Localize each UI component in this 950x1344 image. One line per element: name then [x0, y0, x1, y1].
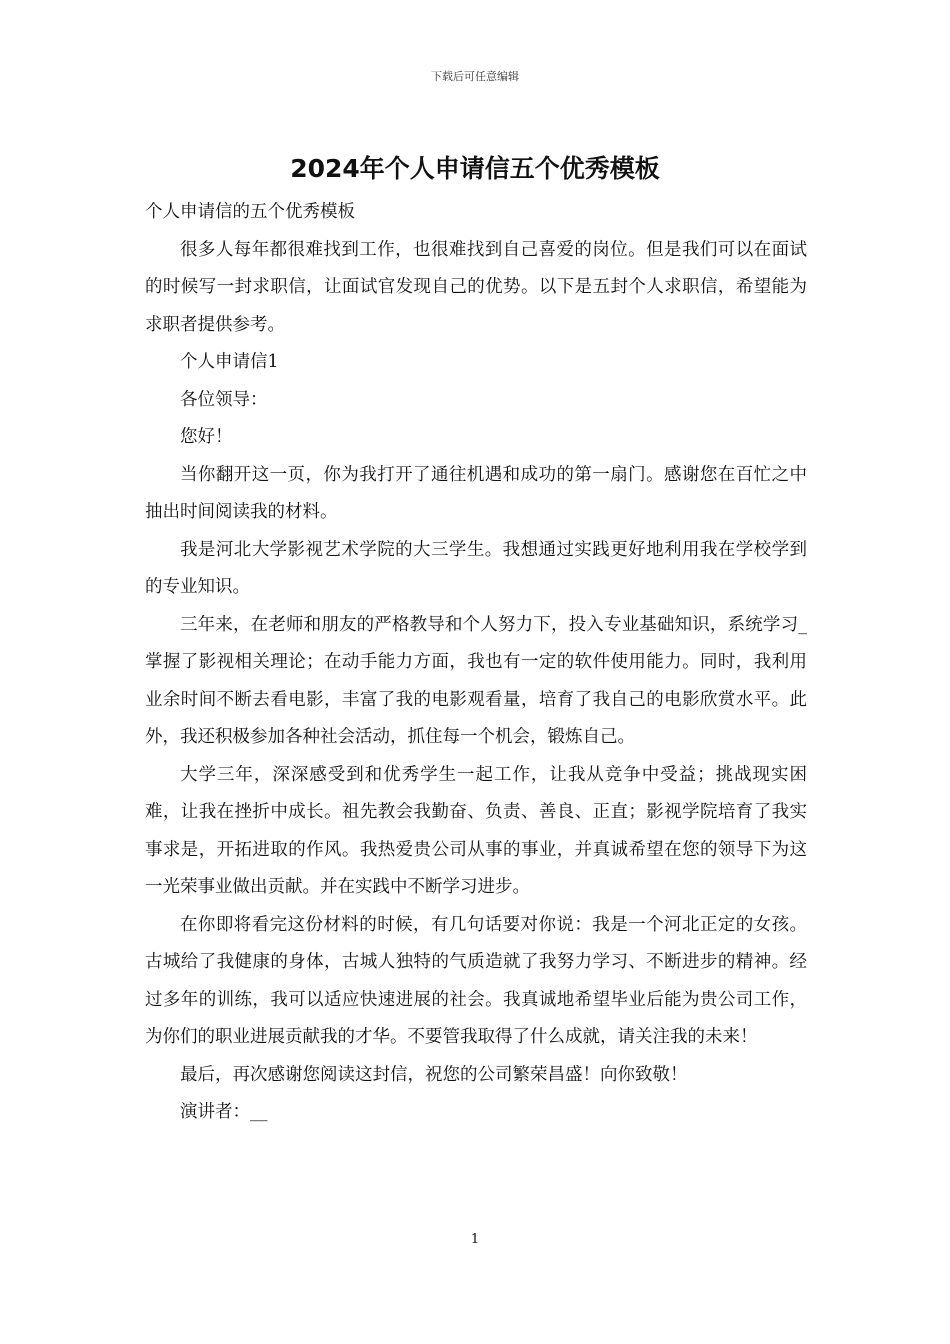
body-paragraph: 在你即将看完这份材料的时候，有几句话要对你说：我是一个河北正定的女孩。古城给了我健康的身体，古城人独特的气质造就了我努力学习、不断进步的精神。经过多年的训练，我可以适应快速进展的社会。我真诚地希望毕业后能为贵公司工作，为你们的职业进展贡献我的才华。不要管我取得了什么成就，请关注我的未来！ — [145, 914, 807, 1047]
page-number: 1 — [470, 1232, 480, 1247]
closing-paragraph: 最后，再次感谢您阅读这封信，祝您的公司繁荣昌盛！向你致敬！ — [180, 1064, 688, 1085]
body-paragraph: 三年来，在老师和朋友的严格教导和个人努力下，投入专业基础知识，系统学习_掌握了影视相关理论；在动手能力方面，我也有一定的软件使用能力。同时，我利用业余时间不断去看电影，丰富了我的电影观看量，培育了我自己的电影欣赏水平。此外，我还积极参加各种社会活动，抓住每一个机会，锻炼自己。 — [145, 614, 807, 747]
letter-signature: 演讲者：__ — [180, 1102, 268, 1122]
body-paragraph: 当你翻开这一页，你为我打开了通往机遇和成功的第一扇门。感谢您在百忙之中抽出时间阅读我的材料。 — [145, 464, 807, 522]
body-paragraph: 我是河北大学影视艺术学院的大三学生。我想通过实践更好地利用我在学校学到的专业知识。 — [145, 539, 807, 597]
document-body — [145, 194, 807, 1132]
document-subtitle: 个人申请信的五个优秀模板 — [145, 202, 355, 222]
intro-paragraph: 很多人每年都很难找到工作，也很难找到自己喜爱的岗位。但是我们可以在面试的时候写一封求职信，让面试官发现自己的优势。以下是五封个人求职信，希望能为求职者提供参考。 — [145, 239, 807, 335]
letter-heading: 个人申请信1 — [180, 352, 279, 372]
document-title: 2024年个人申请信五个优秀模板 — [290, 154, 660, 183]
letter-salutation: 各位领导： — [180, 389, 268, 410]
page-header-note: 下载后可任意编辑 — [431, 70, 519, 83]
letter-greeting: 您好！ — [180, 427, 233, 447]
body-paragraph: 大学三年，深深感受到和优秀学生一起工作，让我从竞争中受益；挑战现实困难，让我在挫折中成长。祖先教会我勤奋、负责、善良、正直；影视学院培育了我实事求是，开拓进取的作风。我热爱贵公司从事的事业，并真诚希望在您的领导下为这一光荣事业做出贡献。并在实践中不断学习进步。 — [145, 764, 807, 897]
